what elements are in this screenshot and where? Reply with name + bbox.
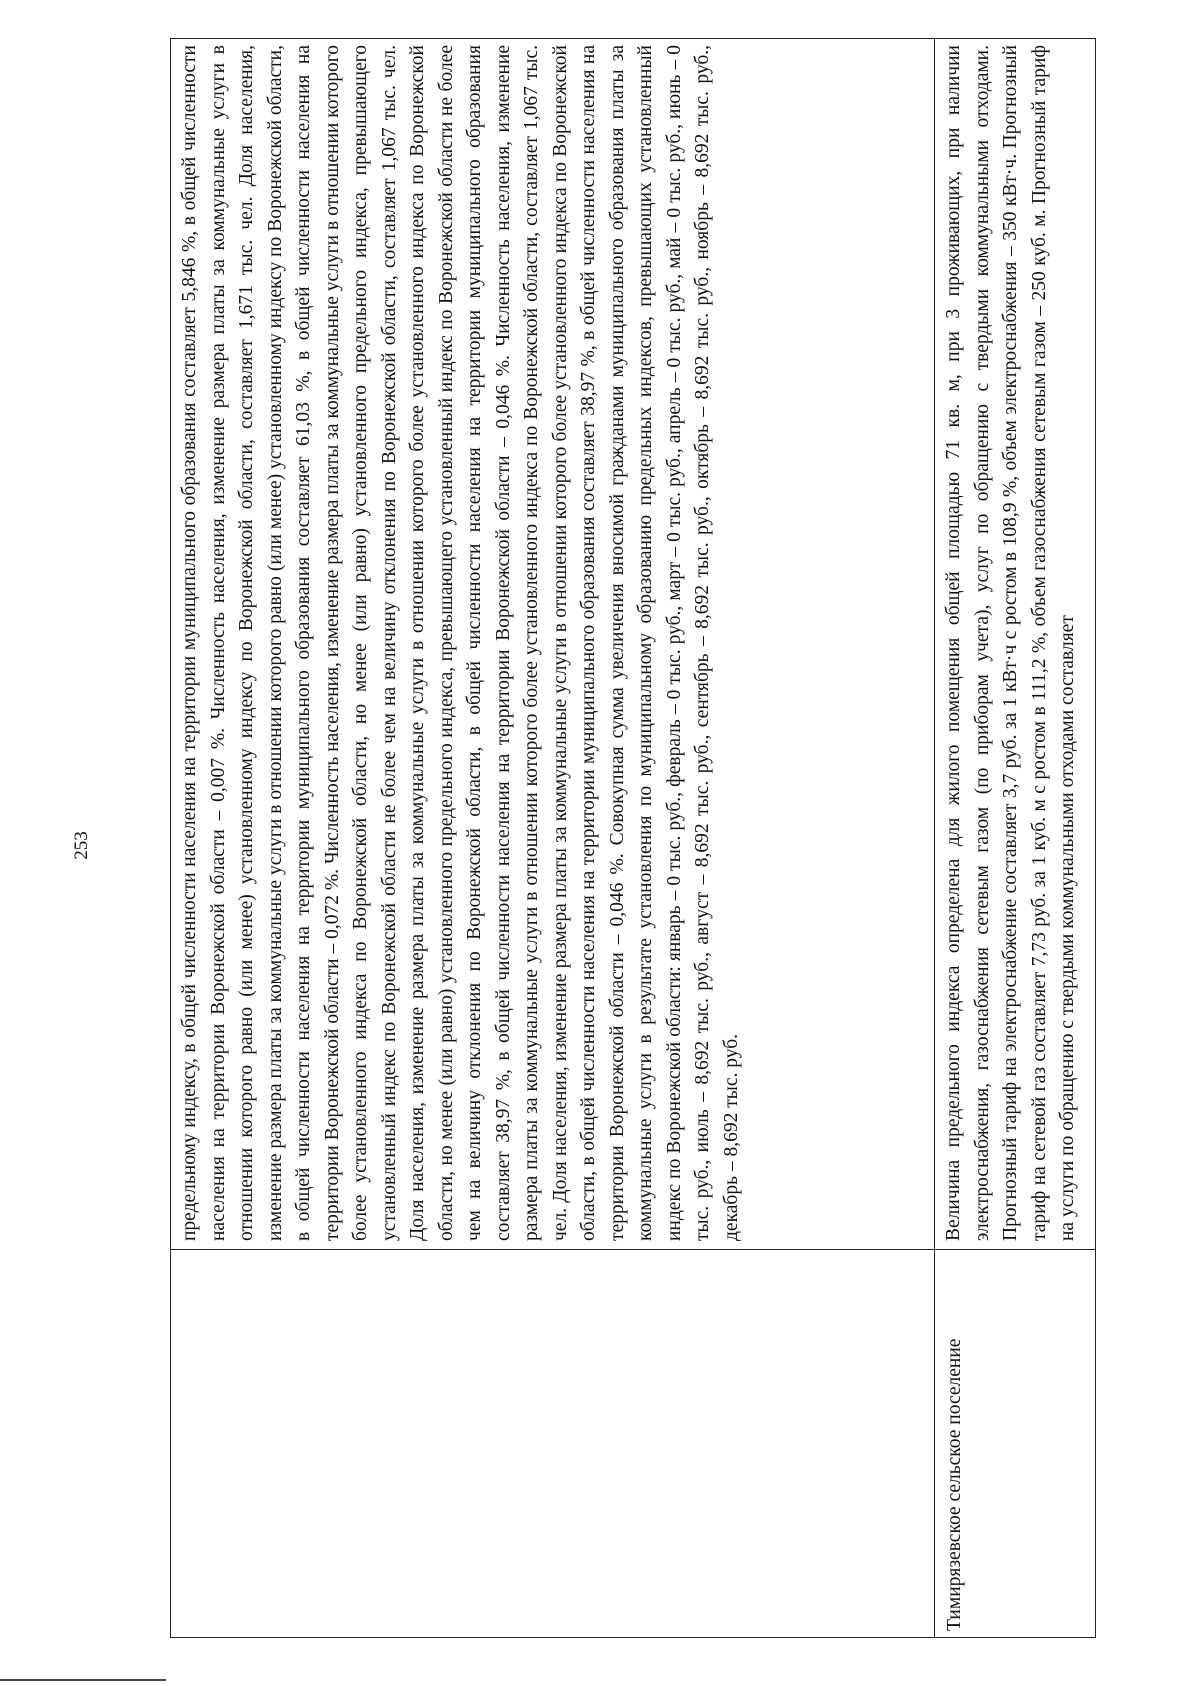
table-row bbox=[935, 39, 1095, 1637]
description-cell: Величина предельного индекса определена для жилого помещения общей площадью 71 кв. м, при 3 проживающих, при наличии электроснабжения, газоснабжения сетевым газом (по приборам учета), услуг по обращению с твердыми коммунальными отходами. Прогнозный тариф на электроснабжение составляет 3,7 руб. за 1 кВт·ч с ростом в 108,9 %, объем электроснабжения – 350 кВт·ч. Прогнозный тариф на сетевой газ составляет 7,73 руб. за 1 куб. м с ростом в 111,2 %, объем газоснабжения сетевым газом – 250 куб. м. Прогнозный тариф на услуги по обращению с твердыми коммунальными отходами составляет bbox=[943, 45, 1078, 1241]
table-row bbox=[171, 39, 935, 1637]
page-number: 253 bbox=[70, 831, 92, 860]
scan-edge-line bbox=[0, 1679, 166, 1681]
data-table bbox=[170, 38, 1096, 1638]
description-cell: предельному индексу, в общей численности населения на территории муниципального образования составляет 5,846 %, в общей численности населения на территории Воронежской области – 0,007 %. Численность населения, изменение размера платы за коммунальные услуги в отношении которого равно (или менее) установленному индексу по Воронежской области, составляет 1,671 тыс. чел. Доля населения, изменение размера платы за коммунальные услуги в отношении которого равно (или менее) установленному индексу по Воронежской области, в общей численности населения на территории муниципального образования составляет 61,03 %, в общей численности населения на территории Воронежской области – 0,072 %. Численность населения, изменение размера платы за коммунальные услуги в отношении которого более установленного индекса по Воронежской области, но менее (или равно) установленного предельного индекса, превышающего установленный индекс по Воронежской области не более чем на величину отклонения по Воронежской области, составляет 1,067 тыс. чел. Доля населения, изменение размера платы за коммунальные услуги в отношении которого более установленного индекса по Воронежской области, но менее (или равно) установленного предельного индекса, превышающего установленный индекс по Воронежской области не более чем на величину отклонения по Воронежской области, в общей численности населения на территории муниципального образования составляет 38,97 %, в общей численности населения на территории Воронежской области – 0,046 %. Численность населения, изменение размера платы за коммунальные услуги в отношении которого более установленного индекса по Воронежской области, составляет 1,067 тыс. чел. Доля населения, изменение размера платы за коммунальные услуги в отношении которого более установленного индекса по Воронежской области, в общей численности населения на территории муниципального образования составляет 38,97 %, в общей численности населения на территории Воронежской области – 0,046 %. Совокупная сумма увеличения вносимой гражданами муниципального образования платы за коммунальные услуги в результате установления по муниципальному образованию предельных индексов, превышающих установленный индекс по Воронежской области: январь – 0 тыс. руб., февраль – 0 тыс. руб., март – 0 тыс. руб., апрель – 0 тыс. руб., май – 0 тыс. руб., июнь – 0 тыс. руб., июль – 8,692 тыс. руб., август – 8,692 тыс. руб., сентябрь – 8,692 тыс. руб., октябрь – 8,692 тыс. руб., ноябрь – 8,692 тыс. руб., декабрь – 8,692 тыс. руб. bbox=[179, 45, 742, 1241]
municipality-name-cell bbox=[171, 1249, 934, 1637]
municipality-name-cell: Тимирязевское сельское поселение bbox=[935, 1249, 1095, 1637]
